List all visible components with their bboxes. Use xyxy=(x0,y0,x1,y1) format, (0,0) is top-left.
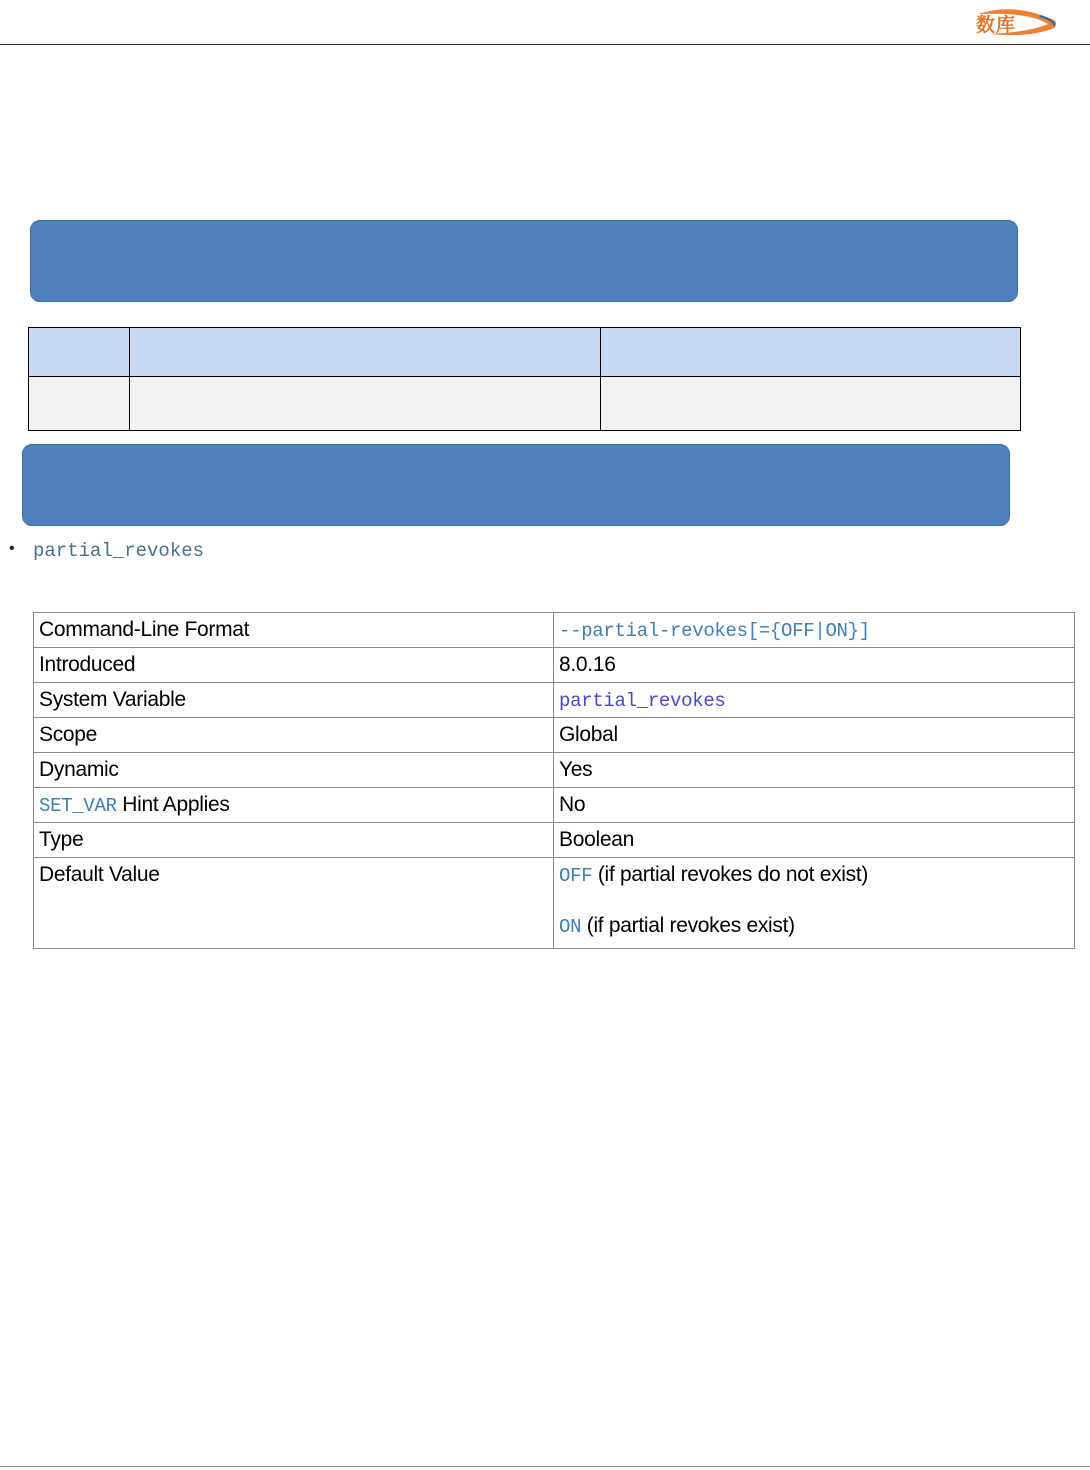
grid-table-row xyxy=(29,377,1021,431)
property-value: Boolean xyxy=(554,823,1075,858)
grid-table-header-row xyxy=(29,328,1021,377)
set-var-link[interactable]: SET_VAR xyxy=(39,795,117,817)
property-label: Dynamic xyxy=(34,753,554,788)
grid-header-cell xyxy=(130,328,601,377)
header-rule xyxy=(0,44,1090,45)
table-row xyxy=(34,683,1075,718)
property-label: Type xyxy=(34,823,554,858)
grid-header-cell xyxy=(601,328,1021,377)
table-row xyxy=(34,718,1075,753)
property-value: No xyxy=(554,788,1075,823)
default-value-line xyxy=(559,860,1069,891)
property-label: System Variable xyxy=(34,683,554,718)
property-value: Global xyxy=(554,718,1075,753)
property-value xyxy=(554,613,1075,648)
default-value-line xyxy=(559,911,1069,942)
table-row xyxy=(34,753,1075,788)
grid-header-cell xyxy=(29,328,130,377)
grid-cell xyxy=(130,377,601,431)
variable-name[interactable]: partial_revokes xyxy=(33,540,205,562)
property-label: Scope xyxy=(34,718,554,753)
table-row xyxy=(34,788,1075,823)
table-row xyxy=(34,648,1075,683)
footer-rule xyxy=(0,1466,1090,1467)
system-variable-link[interactable]: partial_revokes xyxy=(559,690,726,712)
property-value: Yes xyxy=(554,753,1075,788)
grid-table xyxy=(28,327,1021,431)
property-table xyxy=(33,612,1075,949)
property-value xyxy=(554,858,1075,949)
property-label xyxy=(34,788,554,823)
default-value-note: (if partial revokes exist) xyxy=(581,914,795,937)
table-row xyxy=(34,613,1075,648)
property-label: Default Value xyxy=(34,858,554,949)
grid-cell xyxy=(29,377,130,431)
property-label: Introduced xyxy=(34,648,554,683)
property-value: 8.0.16 xyxy=(554,648,1075,683)
logo-text: 数库 xyxy=(976,14,1017,36)
table-row xyxy=(34,823,1075,858)
section-banner xyxy=(22,444,1010,526)
default-value-note: (if partial revokes do not exist) xyxy=(592,863,869,886)
logo xyxy=(970,4,1062,40)
property-label-text: Hint Applies xyxy=(116,793,230,816)
section-banner xyxy=(30,220,1018,302)
command-line-format-value: --partial-revokes[={OFF|ON}] xyxy=(559,620,870,642)
table-row xyxy=(34,858,1075,949)
default-value-code: OFF xyxy=(559,865,593,887)
property-label: Command-Line Format xyxy=(34,613,554,648)
property-value xyxy=(554,683,1075,718)
default-value-code: ON xyxy=(559,916,582,938)
grid-cell xyxy=(601,377,1021,431)
bullet-marker: • xyxy=(9,540,15,557)
